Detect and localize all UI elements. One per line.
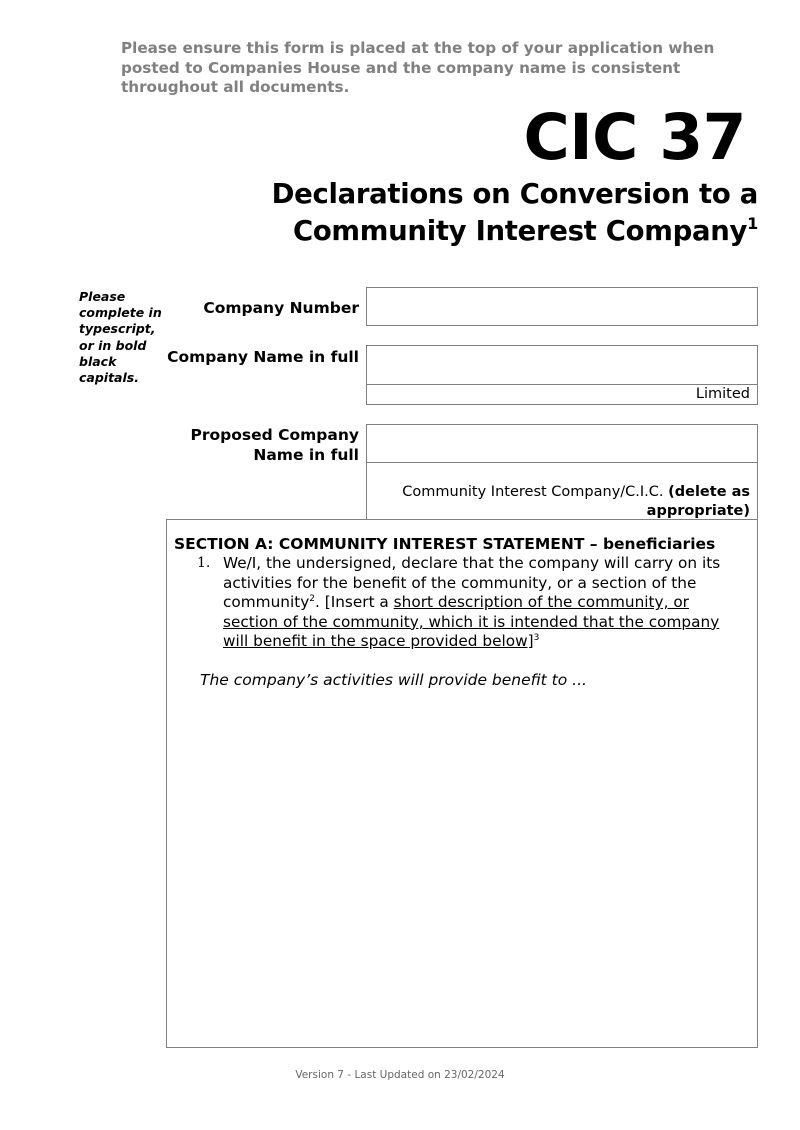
company-name-label: Company Name in full <box>167 348 359 366</box>
proposed-name-suffix-text: Community Interest Company/C.I.C. <box>402 484 664 500</box>
proposed-name-suffix <box>366 483 758 521</box>
form-title-line-2 <box>238 213 758 250</box>
footnote-marker-2: 2 <box>309 594 315 605</box>
form-code: CIC 37 <box>523 101 746 174</box>
form-title-line-2-text: Community Interest Company <box>292 215 748 247</box>
delete-as-appropriate-note: (delete as <box>668 484 750 500</box>
form-title <box>238 176 758 250</box>
item-number: 1. <box>197 555 211 571</box>
declaration-text <box>223 554 743 652</box>
proposed-name-field[interactable] <box>366 424 758 463</box>
company-name-field[interactable] <box>366 345 758 385</box>
section-a-heading: SECTION A: COMMUNITY INTEREST STATEMENT – beneficiaries <box>174 535 716 553</box>
company-number-label: Company Number <box>203 299 359 317</box>
title-footnote-marker: 1 <box>747 214 758 233</box>
company-number-field[interactable] <box>366 287 758 326</box>
declaration-instruction: short description of the community, or section of the community, which it is intended that the company will benefit in the space provided below] <box>223 593 720 651</box>
benefit-response-area[interactable] <box>200 700 740 1030</box>
posting-notice: Please ensure this form is placed at the top of your application when posted to Companies House and the company name is consistent throughout all documents. <box>121 39 715 96</box>
delete-as-appropriate-note-2: appropriate) <box>646 503 750 519</box>
declaration-text-part-1: We/I, the undersigned, declare that the company will carry on its activities for the benefit of the community, or a section of the community <box>223 554 721 612</box>
completion-instructions: Please complete in typescript, or in bold black capitals. <box>79 289 162 386</box>
company-name-suffix: Limited <box>695 386 750 402</box>
proposed-name-label-line-2: Name in full <box>253 446 359 464</box>
declaration-text-part-2: . [Insert a <box>315 593 394 612</box>
benefit-prompt: The company’s activities will provide benefit to ... <box>200 671 587 689</box>
proposed-name-label-line-1: Proposed Company <box>190 426 359 444</box>
section-a-box <box>166 519 758 1048</box>
proposed-name-label <box>191 425 360 465</box>
footnote-marker-3: 3 <box>533 633 540 644</box>
version-footer: Version 7 - Last Updated on 23/02/2024 <box>295 1069 505 1081</box>
form-title-line-1: Declarations on Conversion to a <box>271 178 758 210</box>
